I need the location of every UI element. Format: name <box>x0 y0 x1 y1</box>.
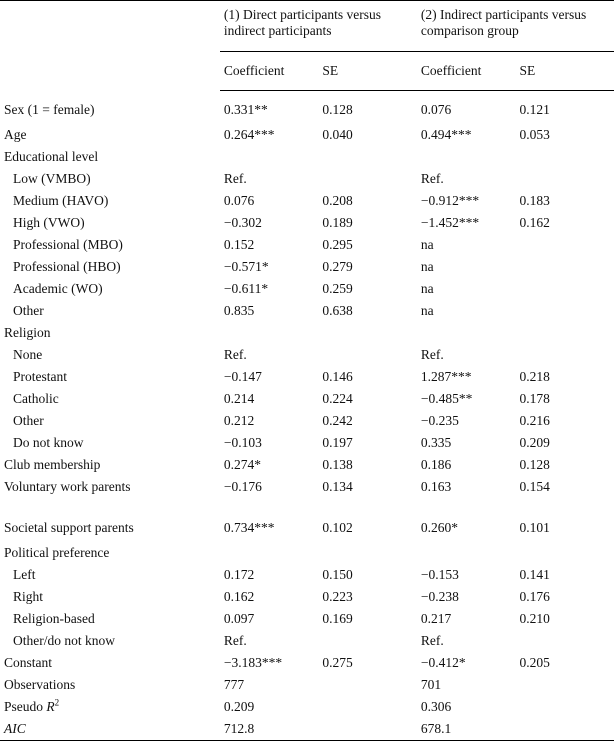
se-2: 0.176 <box>519 589 550 604</box>
coef-2: 0.076 <box>420 102 452 118</box>
coef-1: −0.103 <box>223 435 262 450</box>
table-row <box>0 718 614 741</box>
table-row <box>0 498 614 542</box>
se-1: 0.259 <box>322 281 353 296</box>
coef-2: −1.452*** <box>420 215 480 230</box>
coef-2: −0.238 <box>420 589 459 604</box>
coef-1 <box>220 146 319 168</box>
table-row <box>0 212 614 234</box>
table-row <box>0 542 614 564</box>
se-2 <box>515 718 614 741</box>
table-row <box>0 124 614 146</box>
se-1: 0.169 <box>322 611 353 626</box>
coef-1: −0.302 <box>223 215 262 230</box>
table-row <box>0 564 614 586</box>
se-2: 0.101 <box>519 520 550 535</box>
table-row <box>0 168 614 190</box>
row-label: Other <box>13 413 44 428</box>
se-2: 0.162 <box>519 215 550 230</box>
coef-2: −0.235 <box>420 413 459 428</box>
coef-1: 777 <box>223 677 245 692</box>
coef-1: 0.152 <box>223 237 255 252</box>
se-2 <box>515 300 614 322</box>
table-row <box>0 146 614 168</box>
se-2: 0.210 <box>519 611 550 626</box>
row-label: Educational level <box>4 149 99 164</box>
table-row <box>0 322 614 344</box>
se-1: 0.279 <box>322 259 353 274</box>
table-row <box>0 388 614 410</box>
row-label: Professional (MBO) <box>13 237 123 252</box>
se-1 <box>318 322 417 344</box>
table-row <box>0 190 614 212</box>
coef-2 <box>417 146 516 168</box>
coef-2: 0.217 <box>420 611 452 626</box>
coef-2 <box>417 322 516 344</box>
row-label: Religion <box>4 325 51 340</box>
coef-2: Ref. <box>420 347 444 362</box>
se-1: 0.138 <box>322 457 353 472</box>
row-label: Observations <box>4 677 76 692</box>
row-label: Voluntary work parents <box>4 479 131 494</box>
coef-1: 712.8 <box>220 718 319 741</box>
coef-1: −3.183*** <box>223 655 283 670</box>
table-row <box>0 454 614 476</box>
header-se-1: SE <box>318 51 417 90</box>
coef-1: −0.147 <box>223 369 262 384</box>
row-label: Left <box>13 567 36 582</box>
pseudo-r-sup: 2 <box>54 697 60 708</box>
se-1: 0.040 <box>322 127 353 142</box>
se-1: 0.242 <box>322 413 353 428</box>
se-2 <box>515 674 614 696</box>
coef-2: 0.260* <box>420 520 459 535</box>
coef-1: 0.172 <box>223 567 255 582</box>
se-1: 0.150 <box>322 567 353 582</box>
row-label: Protestant <box>13 369 67 384</box>
row-label: Constant <box>4 655 53 670</box>
se-2: 0.178 <box>519 391 550 406</box>
coef-2: 0.163 <box>420 479 452 494</box>
se-1: 0.146 <box>322 369 353 384</box>
coef-1: −0.571* <box>223 259 269 274</box>
se-2 <box>515 256 614 278</box>
coef-1: −0.176 <box>223 479 262 494</box>
se-2 <box>515 344 614 366</box>
coef-1: 0.209 <box>223 699 255 714</box>
row-label: Low (VMBO) <box>13 171 91 186</box>
se-2 <box>515 278 614 300</box>
row-label: Right <box>13 589 44 604</box>
se-2: 0.141 <box>519 567 550 582</box>
se-1: 0.134 <box>322 479 353 494</box>
row-label: Age <box>4 127 27 142</box>
coef-1 <box>220 542 319 564</box>
coef-2: na <box>420 303 434 318</box>
coef-2: 1.287*** <box>420 369 472 384</box>
table-row <box>0 278 614 300</box>
table-row <box>0 608 614 630</box>
coef-1: 0.212 <box>223 413 255 428</box>
coef-1: 0.331** <box>223 102 268 118</box>
header-coef-1: Coefficient <box>220 51 319 90</box>
row-label: Religion-based <box>13 611 95 626</box>
se-1 <box>318 630 417 652</box>
table-row <box>0 476 614 498</box>
se-1: 0.102 <box>322 520 353 535</box>
se-2 <box>515 322 614 344</box>
se-1: 0.275 <box>322 655 353 670</box>
coef-2: na <box>420 281 434 296</box>
table-row <box>0 300 614 322</box>
se-2 <box>515 168 614 190</box>
coef-1: 0.162 <box>223 589 255 604</box>
se-1 <box>318 542 417 564</box>
se-1: 0.128 <box>322 102 353 118</box>
table-row <box>0 652 614 674</box>
header-coef-2: Coefficient <box>417 51 516 90</box>
header-blank <box>0 1 220 52</box>
se-1: 0.197 <box>322 435 353 450</box>
coef-2: na <box>420 259 434 274</box>
se-1: 0.638 <box>322 303 353 318</box>
se-1 <box>318 696 417 718</box>
coef-1: 0.076 <box>223 193 255 208</box>
header-se-2: SE <box>515 51 614 90</box>
coef-2: 0.494*** <box>420 127 472 142</box>
coef-1: Ref. <box>223 633 247 648</box>
se-2 <box>515 542 614 564</box>
header-model-row <box>0 1 614 52</box>
se-1: 0.224 <box>322 391 353 406</box>
coef-1: −0.611* <box>223 281 269 296</box>
row-label: Medium (HAVO) <box>13 193 109 208</box>
table-row <box>0 256 614 278</box>
header-model2: (2) Indirect participants versus comparison group <box>417 1 614 52</box>
se-2 <box>515 696 614 718</box>
coef-1: Ref. <box>223 171 247 186</box>
table-row <box>0 90 614 124</box>
coef-1: Ref. <box>223 347 247 362</box>
table-row <box>0 630 614 652</box>
se-2: 0.128 <box>519 457 550 472</box>
se-2 <box>515 234 614 256</box>
table-row <box>0 586 614 608</box>
se-2 <box>515 630 614 652</box>
se-2: 0.154 <box>519 479 550 494</box>
se-2 <box>515 146 614 168</box>
coef-2: Ref. <box>420 171 444 186</box>
row-label: Other <box>13 303 44 318</box>
header-sub-row <box>0 51 614 90</box>
coef-2: 701 <box>420 677 442 692</box>
coef-2: −0.153 <box>420 567 459 582</box>
coef-1: 0.835 <box>223 303 255 318</box>
se-1 <box>318 674 417 696</box>
coef-1: 0.734*** <box>223 520 275 535</box>
row-label: Professional (HBO) <box>13 259 121 274</box>
table-row <box>0 432 614 454</box>
row-label: Academic (WO) <box>13 281 103 296</box>
table-row <box>0 696 614 718</box>
row-label: Political preference <box>4 545 110 560</box>
se-2: 0.183 <box>519 193 550 208</box>
pseudo-r-text: Pseudo $R^2$ <box>4 697 60 714</box>
row-label: Societal support parents <box>4 520 134 535</box>
se-2: 0.205 <box>519 655 550 670</box>
row-label: Do not know <box>13 435 84 450</box>
coef-1: 0.264*** <box>223 127 275 142</box>
row-label: Sex (1 = female) <box>4 102 95 117</box>
coef-1: 0.097 <box>223 611 255 626</box>
table-row <box>0 234 614 256</box>
row-label: Catholic <box>13 391 59 406</box>
se-1 <box>318 344 417 366</box>
coef-2 <box>417 542 516 564</box>
coef-2: 0.186 <box>420 457 452 472</box>
row-label: Club membership <box>4 457 101 472</box>
se-1: 0.223 <box>322 589 353 604</box>
pseudo-r-letter: R <box>46 699 55 714</box>
se-2: 0.053 <box>519 127 550 142</box>
row-label: High (VWO) <box>13 215 85 230</box>
row-label-pseudo-r2 <box>0 696 220 718</box>
se-2: 0.121 <box>519 102 550 118</box>
se-1 <box>318 168 417 190</box>
coef-2: −0.485** <box>420 391 473 406</box>
coef-2: 0.306 <box>420 699 452 714</box>
table-row <box>0 366 614 388</box>
row-label: AIC <box>0 718 220 741</box>
coef-1 <box>220 322 319 344</box>
table-row <box>0 410 614 432</box>
header-model1: (1) Direct participants versus indirect participants <box>220 1 417 52</box>
coef-2: 0.335 <box>420 435 452 450</box>
se-1: 0.295 <box>322 237 353 252</box>
se-1: 0.208 <box>322 193 353 208</box>
coef-2: Ref. <box>420 633 444 648</box>
se-2: 0.209 <box>519 435 550 450</box>
se-1: 0.189 <box>322 215 353 230</box>
table-row <box>0 344 614 366</box>
table-row <box>0 674 614 696</box>
coef-1: 0.214 <box>223 391 255 406</box>
coef-2: −0.412* <box>420 655 466 670</box>
se-2: 0.216 <box>519 413 550 428</box>
coef-2: 678.1 <box>417 718 516 741</box>
header-sub-blank <box>0 51 220 90</box>
coef-2: na <box>420 237 434 252</box>
se-1 <box>318 718 417 741</box>
se-2: 0.218 <box>519 369 550 384</box>
coef-2: −0.912*** <box>420 193 480 208</box>
se-1 <box>318 146 417 168</box>
row-label: Other/do not know <box>13 633 115 648</box>
row-label: None <box>13 347 43 362</box>
coef-1: 0.274* <box>223 457 262 472</box>
